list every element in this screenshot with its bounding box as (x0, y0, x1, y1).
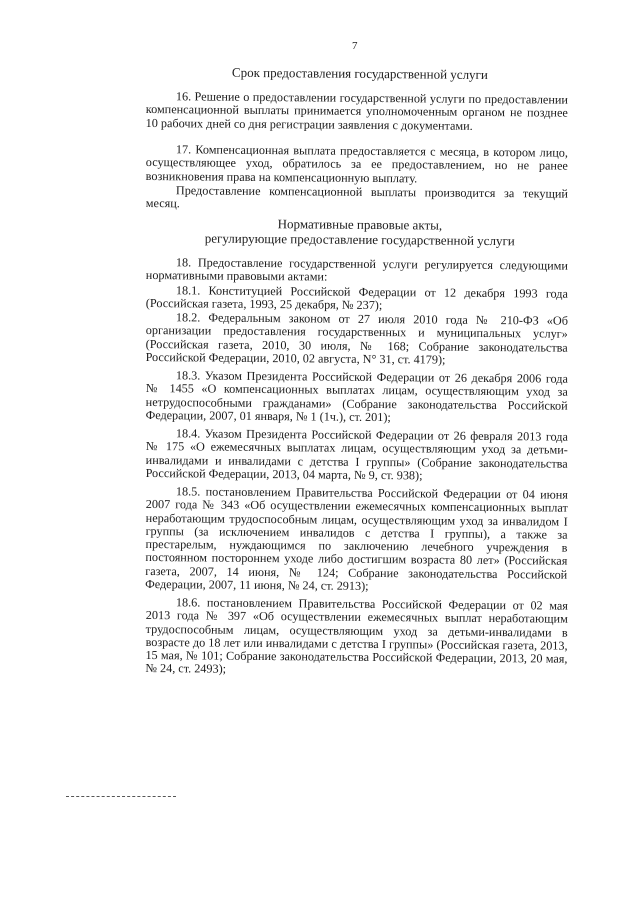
section-heading-acts (140, 215, 580, 249)
paragraph-18-5 (145, 485, 568, 595)
paragraph-text: 18.2. Федеральным законом от 27 июля 2010 года № 210-ФЗ «Об организации предоставления государственных и муниципальных услуг» (Российская газета, 2010, 30 июля, № 168; Собрание законодательства Российской Федерации, 2010, 02 августа, N° 31, ст. 4179); (145, 310, 568, 367)
paragraph-text: 18. Предоставление государственной услуги регулируется следующими нормативными правовыми актами: (145, 255, 568, 284)
paragraph-16 (146, 90, 568, 134)
paragraph-18-4 (146, 427, 568, 484)
paragraph-text: 18.3. Указом Президента Российской Федерации от 26 декабря 2006 года № 1455 «О компенсационных выплатах лицам, осуществляющим уход за нетрудоспособными гражданами» (Собрание законодательства Российской Федерации, 2007, 01 января, № 1 (1ч.), ст. 201); (145, 368, 568, 425)
paragraph-text: Предоставление компенсационной выплаты производится за текущий месяц. (145, 183, 568, 211)
paragraph-17 (146, 143, 568, 187)
paragraph-text: 17. Компенсационная выплата предоставляется с месяца, в котором лицо, осуществляющее уход, обратилось за ее предоставлением, но не ранее возникновения права на компенсационную выплату. (145, 142, 568, 185)
paragraph-18-3 (146, 369, 568, 426)
paragraph-text: 16. Решение о предоставлении государственной услуги по предоставлении компенсационной выплаты принимается уполномоченным органом не позднее 10 рабочих дней со дня регистрации заявления с документами. (145, 89, 568, 133)
paragraph-18 (146, 256, 568, 286)
paragraph-text: 18.4. Указом Президента Российской Федерации от 26 февраля 2013 года № 175 «О ежемесячных выплатах лицам, осуществляющим уход за детьми-инвалидами и инвалидами с детства I группы» (Собрание законодательства Российской Федерации, 2013, 04 марта, № 9, ст. 938); (145, 426, 568, 483)
paragraph-text: 18.1. Конституцией Российской Федерации от 12 декабря 1993 года (Российская газета, 1993, 25 декабря, № 237); (145, 283, 568, 313)
section-heading-term: Срок предоставления государственной услуги (231, 64, 488, 83)
footnote-divider (66, 796, 176, 797)
paragraph-text: 18.6. постановлением Правительства Российской Федерации от 02 мая 2013 года № 397 «Об осуществлении ежемесячных выплат неработающим трудоспособным лицам, осуществляющим уход за детьми-инвалидами в возрасте до 18 лет или инвалидами с детства I группы» (Российская газета, 2013, 15 мая, № 101; Собрание законодательства Российской Федерации, 2013, 20 мая, № 24, ст. 2493); (145, 595, 568, 677)
section-heading-acts-line-1: Нормативные правовые акты, (277, 216, 443, 233)
paragraph-17b (146, 184, 568, 214)
paragraph-text: 18.5. постановлением Правительства Российской Федерации от 04 июня 2007 года № 343 «Об осуществлении ежемесячных компенсационных выплат неработающим трудоспособным лицам, осуществляющим уход за инвалидом I группы (за исключением инвалидов с детства I группы), а также за престарелым, нуждающимся по заключению лечебного учреждения в постоянном постороннем уходе либо достигшим возраста 80 лет» (Российская газета, 2007, 14 июня, № 124; Собрание законодательства Российской Федерации, 2007, 11 июня, № 24, ст. 2913); (145, 484, 568, 594)
paragraph-18-2 (146, 311, 568, 368)
paragraph-18-6 (145, 596, 568, 679)
section-heading-acts-line-2: регулирующие предоставление государственной услуги (204, 230, 515, 249)
page-number: 7 (352, 40, 358, 52)
